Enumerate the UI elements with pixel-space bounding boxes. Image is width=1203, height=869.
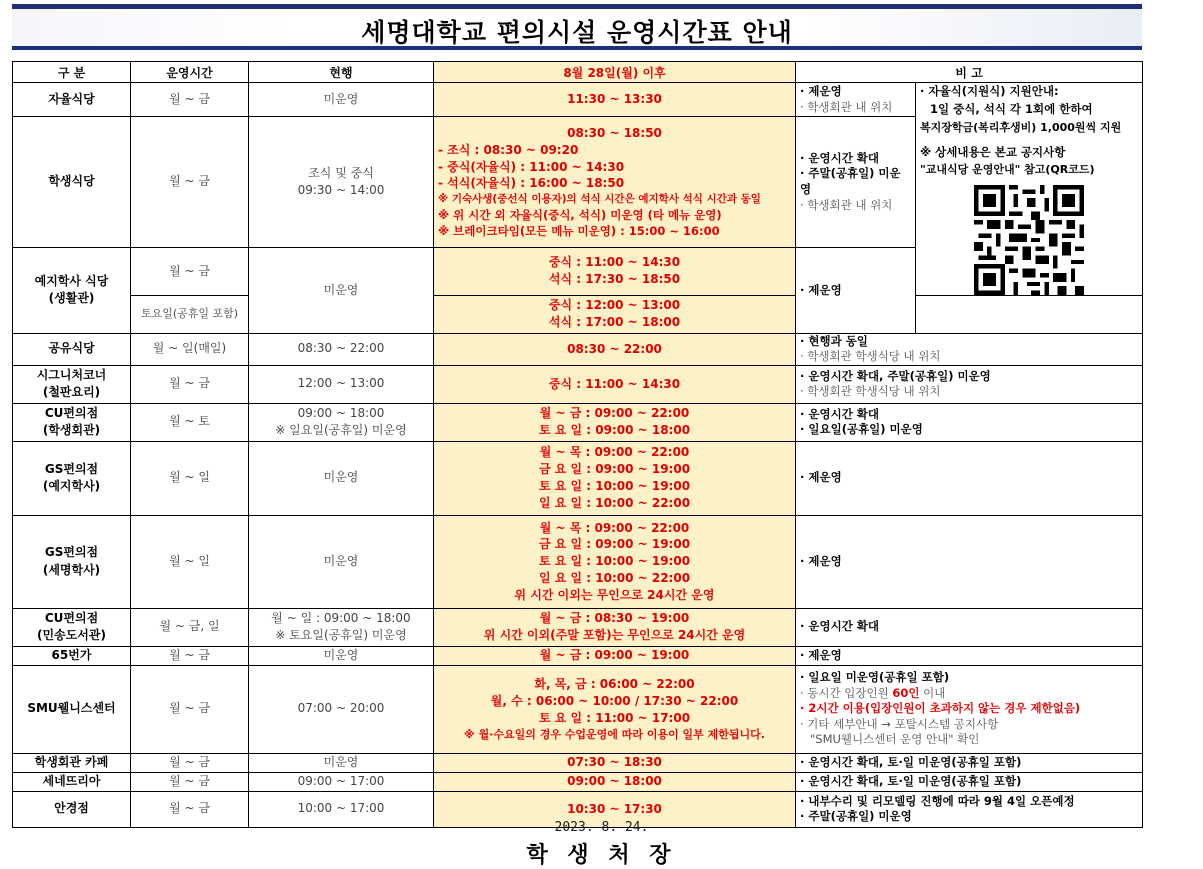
new-hours-note: ※ 월·수요일의 경우 수업운영에 따라 이용이 일부 제한됩니다. [464,727,765,741]
note-line: · 주말(공휴일) 미운영 [800,809,912,824]
table-row [13,753,1143,772]
new-hours: 11:30 ~ 13:30 [567,92,662,107]
facility-name: 시그니처코너 [36,367,107,382]
table-row [13,295,1143,333]
note-line: · 학생회관 내 위치 [800,197,893,212]
facility-name: (생활관) [48,291,95,306]
facility-name: 예지학사 식당 [34,273,109,288]
note-line: · 운영시간 확대, 주말(공휴일) 미운영 [800,368,991,383]
operating-days: 월 ~ 금 [169,647,210,662]
facility-name: CU편의점 [44,610,99,625]
current-hours: 12:00 ~ 13:00 [297,376,385,391]
note-line: "SMU웰니스센터 운영 안내" 확인 [810,732,980,747]
new-hours-note: 위 시간 이외(주말 포함)는 무인으로 24시간 운영 [483,628,746,643]
current-hours: 10:00 ~ 17:00 [297,801,385,816]
table-row [13,333,1143,365]
current-hours: ※ 토요일(공휴일) 미운영 [275,628,407,643]
new-hours: 07:30 ~ 18:30 [567,755,662,770]
sidebox-line: ※ 상세내용은 본교 공지사항 [920,144,1066,159]
table-row [13,515,1143,608]
facility-name: 학생회관 카페 [34,754,109,769]
note-line: · 내부수리 및 리모델링 진행에 따라 9월 4일 오픈예정 [800,793,1075,808]
new-hours: 일 요 일 : 10:00 ~ 22:00 [538,570,691,585]
new-hours: 월 ~ 금 : 08:30 ~ 19:00 [539,611,690,626]
operating-days: 토요일(공휴일 포함) [140,307,239,321]
current-hours: 미운영 [323,91,359,106]
current-hours: 09:00 ~ 17:00 [297,773,385,788]
note-line: · 현행과 동일 [800,333,868,348]
new-hours: 월 ~ 금 : 09:00 ~ 22:00 [539,406,690,421]
table-row [13,365,1143,403]
header-category: 구 분 [13,62,131,83]
note-line: · 학생회관 학생식당 내 위치 [800,349,941,364]
new-hours: 중식 : 12:00 ~ 13:00 [548,298,681,313]
new-hours: 중식 : 11:00 ~ 14:30 [548,376,681,391]
meal-support-notice [916,83,1143,296]
operating-days: 월 ~ 일(매일) [152,341,227,356]
new-hours: 월 ~ 금 : 09:00 ~ 19:00 [539,648,690,663]
header-new: 8월 28일(월) 이후 [434,62,796,83]
operating-days: 월 ~ 금, 일 [159,619,220,634]
operating-days: 월 ~ 일 [169,553,210,568]
qr-code-icon[interactable] [974,185,1084,295]
table-row [13,608,1143,646]
operating-days: 월 ~ 금 [169,801,210,816]
table-row [13,83,1143,117]
note-line: · 일요일 미운영(공휴일 포함) [800,670,950,685]
new-hours: 월, 수 : 06:00 ~ 10:00 / 17:30 ~ 22:00 [490,693,739,708]
facility-name: (철판요리) [42,385,101,400]
current-hours: 07:00 ~ 20:00 [297,701,385,716]
header-current: 현행 [249,62,434,83]
new-hours: 토 요 일 : 10:00 ~ 19:00 [538,479,691,494]
current-hours: 미운영 [323,553,359,568]
new-hours-note: 위 시간 이외는 무인으로 24시간 운영 [514,587,715,602]
new-hours-note: ※ 위 시간 외 자율식(중식, 석식) 미운영 (타 메뉴 운영) [438,207,722,222]
table-header-row [13,62,1143,83]
operating-days: 월 ~ 금 [169,174,210,189]
note-line: · 운영시간 확대 [800,406,880,421]
new-hours: 일 요 일 : 10:00 ~ 22:00 [538,495,691,510]
sidebox-line: "교내식당 운영안내" 참고(QR코드) [920,163,1095,177]
new-hours: 10:30 ~ 17:30 [567,801,662,816]
note-line: · 일요일(공휴일) 미운영 [800,422,923,437]
note-line: · 학생회관 학생식당 내 위치 [800,384,941,399]
facility-name: 세네뜨리아 [42,773,101,788]
new-hours: 08:30 ~ 22:00 [567,341,662,356]
note-line: · 제운영 [800,470,842,485]
current-hours: ※ 일요일(공휴일) 미운영 [275,423,407,438]
new-hours: 토 요 일 : 10:00 ~ 19:00 [538,554,691,569]
note-line: 이내 [919,685,946,700]
new-hours: 월 ~ 목 : 09:00 ~ 22:00 [539,445,690,460]
new-hours: 09:00 ~ 18:00 [567,774,662,789]
facility-name: (예지학사) [42,479,101,494]
sidebox-line: · 자율식(지원식) 지원안내: [920,84,1059,98]
table-row [13,772,1143,791]
facility-name: (민송도서관) [37,628,106,643]
operating-days: 월 ~ 금 [169,263,210,278]
signer: 학 생 처 장 [526,842,677,868]
operating-days: 월 ~ 일 [169,470,210,485]
operating-days: 월 ~ 금 [169,773,210,788]
facility-name: GS편의점 [44,461,99,476]
facility-name: 학생식당 [48,174,95,189]
current-hours: 09:00 ~ 18:00 [297,405,385,420]
current-hours: 미운영 [323,647,359,662]
note-line: · 제운영 [800,282,842,297]
facility-name: SMU웰니스센터 [27,701,116,716]
note-line: · 제운영 [800,647,842,662]
capacity-value: 60인 [892,685,920,700]
current-hours: 09:30 ~ 14:00 [297,183,385,197]
current-hours: 미운영 [323,282,359,297]
new-hours: 석식 : 17:30 ~ 18:50 [548,272,681,287]
operating-days: 월 ~ 금 [169,376,210,391]
sidebox-continuation [916,295,1143,333]
new-hours: 금 요 일 : 09:00 ~ 19:00 [538,537,691,552]
operating-days: 월 ~ 금 [169,754,210,769]
new-hours: 08:30 ~ 18:50 [567,125,662,140]
page-title: 세명대학교 편의시설 운영시간표 안내 [361,18,793,47]
new-hours-note: ※ 브레이크타임(모든 메뉴 미운영) : 15:00 ~ 16:00 [438,223,720,238]
facility-name: 안경점 [54,801,89,816]
current-hours: 미운영 [323,470,359,485]
current-hours: 미운영 [323,754,359,769]
current-hours: 조식 및 중식 [308,165,374,180]
facility-name: (세명학사) [42,562,101,577]
operating-days: 월 ~ 금 [169,91,210,106]
title-bar [12,4,1142,50]
note-line: · 학생회관 내 위치 [800,99,893,114]
note-line: · 제운영 [800,83,842,98]
header-hours: 운영시간 [131,62,249,83]
note-line: · 운영시간 확대, 토·일 미운영(공휴일 포함) [800,773,1022,788]
table-row [13,441,1143,515]
sidebox-line: 1일 중식, 석식 각 1회에 한하여 [930,101,1093,116]
new-hours: - 중식(자율식) : 11:00 ~ 14:30 [438,159,625,174]
facility-name: GS편의점 [44,545,99,560]
facility-name: CU편의점 [44,405,99,420]
new-hours: - 조식 : 08:30 ~ 09:20 [438,142,579,157]
new-hours: 토 요 일 : 09:00 ~ 18:00 [538,423,691,438]
note-line: · 제운영 [800,553,842,568]
issue-date: 2023. 8. 24. [554,820,649,835]
facility-name: 65번가 [51,647,92,662]
table-row [13,403,1143,441]
note-line: · 운영시간 확대, 토·일 미운영(공휴일 포함) [800,754,1022,769]
facility-name: 자율식당 [48,91,95,106]
note-line: · 주말(공휴일) 미운영 [800,166,901,196]
note-line: · 기타 세부안내 → 포탈시스템 공지사항 [800,716,999,731]
operating-days: 월 ~ 금 [169,701,210,716]
new-hours: 화, 목, 금 : 06:00 ~ 22:00 [534,677,695,692]
new-hours: 중식 : 11:00 ~ 14:30 [548,255,681,270]
header-note: 비 고 [796,62,1143,83]
current-hours: 월 ~ 일 : 09:00 ~ 18:00 [271,610,411,625]
note-line: · 2시간 이용(입장인원이 초과하지 않는 경우 제한없음) [800,701,1081,716]
sidebox-line: 복지장학금(복리후생비) 1,000원씩 지원 [920,120,1122,134]
current-hours: 08:30 ~ 22:00 [297,341,385,356]
table-row [13,665,1143,753]
new-hours: 금 요 일 : 09:00 ~ 19:00 [538,462,691,477]
new-hours: 토 요 일 : 11:00 ~ 17:00 [538,710,691,725]
note-line: · 동시간 입장인원 [800,685,893,700]
operating-days: 월 ~ 토 [169,414,210,429]
note-line: · 운영시간 확대 [800,150,880,165]
new-hours: 석식 : 17:00 ~ 18:00 [548,315,681,330]
title-bar-top-line [12,4,1142,9]
new-hours: - 석식(자율식) : 16:00 ~ 18:50 [438,176,625,191]
schedule-table [12,61,1143,828]
facility-name: 공유식당 [48,341,95,356]
facility-name: (학생회관) [42,423,101,438]
table-row [13,646,1143,665]
new-hours-note: ※ 기숙사생(중선식 이용자)의 석식 시간은 예지학사 석식 시간과 동일 [438,193,761,206]
new-hours: 월 ~ 목 : 09:00 ~ 22:00 [539,520,690,535]
note-line: · 운영시간 확대 [800,619,880,634]
